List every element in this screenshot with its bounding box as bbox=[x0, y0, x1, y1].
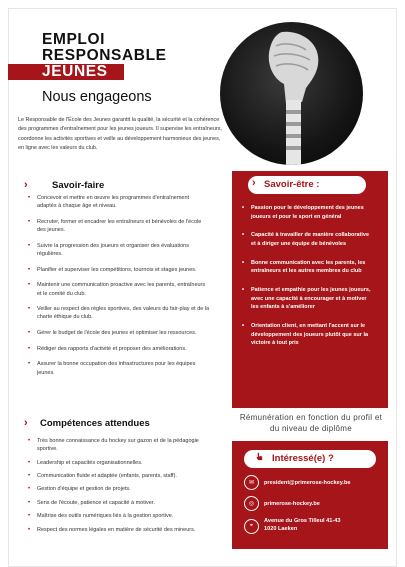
job-title bbox=[42, 32, 167, 80]
hockey-grip-photo bbox=[220, 22, 363, 165]
title-line-2: RESPONSABLE bbox=[42, 47, 167, 64]
list-item: • Très bonne connaissance du hockey sur gazon et de la pédagogie sportive. bbox=[28, 437, 218, 454]
location-pin-icon: ⌖ bbox=[244, 519, 259, 534]
chevron-right-icon: › bbox=[24, 179, 28, 191]
list-item: • Gérer le budget de l'école des jeunes et optimiser les ressources. bbox=[28, 329, 210, 337]
list-item: • Gestion d'équipe et gestion de projets. bbox=[28, 485, 218, 493]
competences-list bbox=[28, 437, 218, 539]
contact-email[interactable]: president@primerose-hockey.be bbox=[264, 479, 351, 486]
list-item: • Maîtrise des outils numériques liés à la gestion sportive. bbox=[28, 512, 218, 520]
contact-address-row bbox=[244, 517, 346, 534]
list-item: • Planifier et superviser les compétitions, tournois et stages jeunes. bbox=[28, 266, 210, 274]
contact-email-row[interactable] bbox=[244, 475, 351, 490]
chevron-right-icon: › bbox=[252, 177, 256, 189]
list-item: • Orientation client, en mettant l'accent sur le développement des joueurs plutôt que sur la victoire à tout prix bbox=[242, 322, 372, 348]
list-item: • Suivre la progression des joueurs et organiser des évaluations régulières. bbox=[28, 242, 210, 259]
list-item: • Maintenir une communication proactive avec les parents, entraîneurs et le comité du club. bbox=[28, 281, 210, 298]
list-item: • Concevoir et mettre en œuvre les programmes d'entraînement adaptés à chaque âge et niveau. bbox=[28, 194, 210, 211]
list-item: • Veiller au respect des règles sportives, des valeurs du fair-play et de la charte éthique du club. bbox=[28, 305, 210, 322]
list-item: • Bonne communication avec les parents, les entraîneurs et les autres membres du club bbox=[242, 259, 372, 276]
list-item: • Rédiger des rapports d'activité et proposer des améliorations. bbox=[28, 345, 210, 353]
savoir-faire-heading: Savoir-faire bbox=[52, 180, 105, 191]
list-item: • Recruter, former et encadrer les entraîneurs et bénévoles de l'école des jeunes. bbox=[28, 218, 210, 235]
contact-website[interactable]: primerose-hockey.be bbox=[264, 500, 320, 507]
list-item: • Respect des normes légales en matière de sécurité des mineurs. bbox=[28, 526, 218, 534]
savoir-etre-list bbox=[242, 204, 372, 358]
list-item: • Sens de l'écoute, patience et capacité à motiver. bbox=[28, 499, 218, 507]
list-item: • Patience et empathie pour les jeunes joueurs, avec une capacité à encourager et à motiver les enfants à s'améliorer bbox=[242, 286, 372, 312]
title-line-3: JEUNES bbox=[8, 64, 124, 80]
email-icon: ✉ bbox=[244, 475, 259, 490]
hand-pointer-icon bbox=[255, 452, 264, 461]
contact-website-row[interactable] bbox=[244, 496, 320, 511]
contact-address: Avenue du Gros Tilleul 41-43 1020 Laeken bbox=[264, 518, 341, 532]
list-item: • Passion pour le développement des jeunes joueurs et pour le sport en général bbox=[242, 204, 372, 221]
list-item: • Capacité à travailler de manière collaborative et à diriger une équipe de bénévoles bbox=[242, 231, 372, 248]
competences-heading: Compétences attendues bbox=[40, 418, 150, 429]
remuneration-note: Rémunération en fonction du profil et du niveau de diplôme bbox=[239, 413, 383, 433]
list-item: • Leadership et capacités organisationnelles. bbox=[28, 459, 218, 467]
globe-icon: ◎ bbox=[244, 496, 259, 511]
savoir-etre-heading: Savoir-être : bbox=[264, 179, 320, 190]
title-line-1: EMPLOI bbox=[42, 31, 106, 48]
subtitle: Nous engageons bbox=[42, 89, 152, 105]
list-item: • Assurer la bonne occupation des infrastructures pour les équipes jeunes. bbox=[28, 360, 210, 377]
contact-heading: Intéressé(e) ? bbox=[272, 453, 334, 464]
list-item: • Communication fluide et adaptée (enfants, parents, staff). bbox=[28, 472, 218, 480]
savoir-faire-list bbox=[28, 194, 210, 384]
chevron-right-icon: › bbox=[24, 417, 28, 429]
intro-paragraph: Le Responsable de l'École des Jeunes garantit la qualité, la sécurité et la cohérence des programmes d'entraînement pour les jeunes joueurs. Il supervise les entraîneurs, coordonne les activités sportives et veille au développement harmonieux des jeunes, en ligne avec les valeurs du club. bbox=[18, 117, 222, 151]
